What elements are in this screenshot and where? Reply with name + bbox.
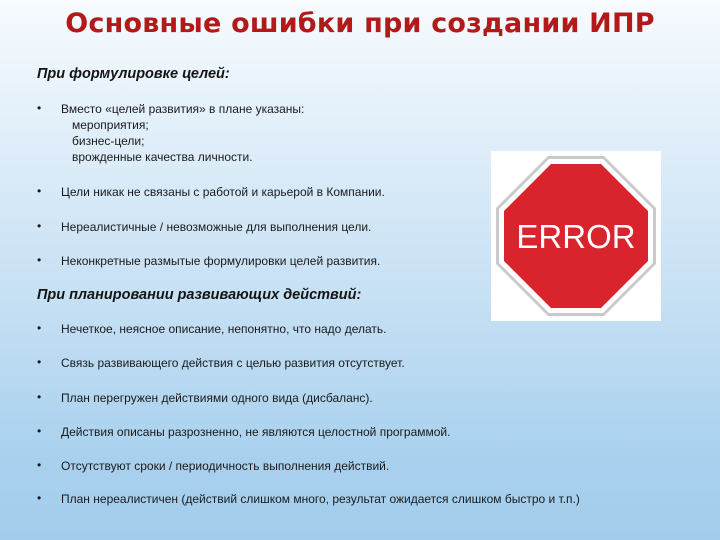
list-item-text: Нереалистичные / невозможные для выполнения цели.	[61, 220, 372, 234]
bullet-icon: •	[37, 219, 42, 233]
bullet-icon: •	[37, 321, 42, 335]
section-heading-actions: При планировании развивающих действий:	[37, 287, 362, 303]
sub-item: мероприятия;	[72, 118, 149, 132]
list-item-text: Отсутствуют сроки / периодичность выполнения действий.	[61, 459, 390, 473]
list-item-text: Неконкретные размытые формулировки целей развития.	[61, 254, 381, 268]
bullet-icon: •	[37, 184, 42, 198]
list-item-text: Вместо «целей развития» в плане указаны:	[61, 102, 305, 116]
bullet-icon: •	[37, 390, 42, 404]
list-item-text: Нечеткое, неясное описание, непонятно, что надо делать.	[61, 322, 387, 336]
list-item-text: План нереалистичен (действий слишком много, результат ожидается слишком быстро и т.п.)	[61, 492, 580, 506]
list-item-text: План перегружен действиями одного вида (дисбаланс).	[61, 391, 373, 405]
bullet-icon: •	[37, 424, 42, 438]
bullet-icon: •	[37, 101, 42, 115]
error-sign-text: ERROR	[516, 218, 636, 255]
bullet-icon: •	[37, 355, 42, 369]
section-heading-goals: При формулировке целей:	[37, 66, 230, 82]
sub-item: бизнес-цели;	[72, 134, 145, 148]
bullet-icon: •	[37, 253, 42, 267]
stop-sign-icon	[491, 151, 661, 321]
sub-item: врожденные качества личности.	[72, 150, 253, 164]
list-item-text: Действия описаны разрозненно, не являются целостной программой.	[61, 425, 451, 439]
slide-title: Основные ошибки при создании ИПР	[65, 8, 655, 39]
error-stop-sign-image	[491, 151, 661, 321]
list-item-text: Связь развивающего действия с целью развития отсутствует.	[61, 356, 405, 370]
list-item-text: Цели никак не связаны с работой и карьерой в Компании.	[61, 185, 385, 199]
bullet-icon: •	[37, 491, 42, 505]
bullet-icon: •	[37, 458, 42, 472]
